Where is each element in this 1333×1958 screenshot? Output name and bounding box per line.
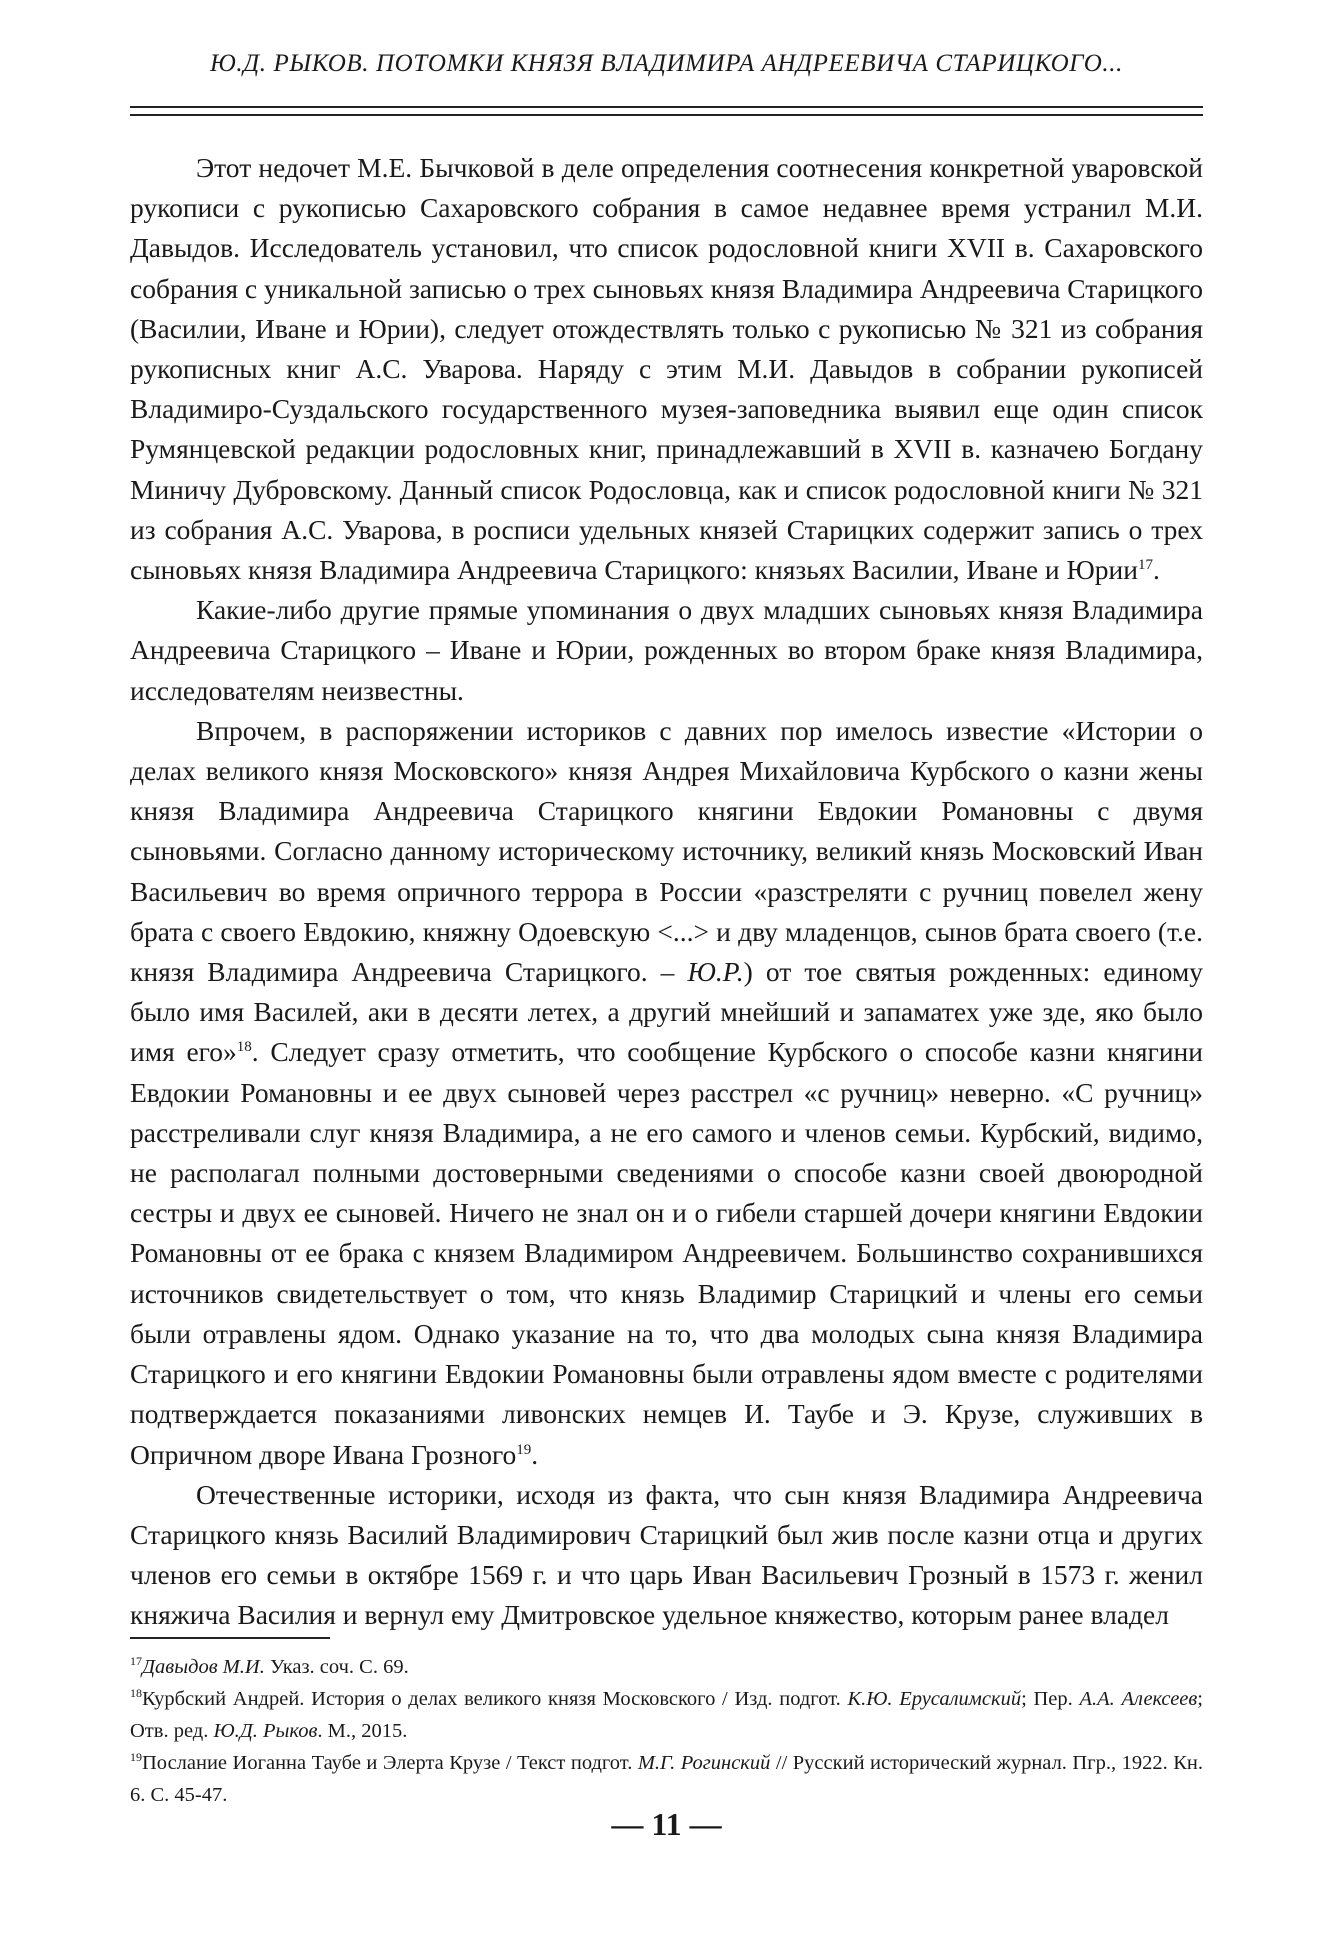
footnote-rule: [130, 1637, 330, 1639]
footnote-ref-17[interactable]: 17: [1137, 556, 1153, 573]
footnote-ref-19[interactable]: 19: [516, 1441, 532, 1458]
running-header: Ю.Д. РЫКОВ. ПОТОМКИ КНЯЗЯ ВЛАДИМИРА АНДРЕЕВИЧА СТАРИЦКОГО...: [210, 50, 1123, 77]
author-initials: Ю.Р.: [687, 956, 744, 988]
paragraph-3: Впрочем, в распоряжении историков с давних пор имелось известие «Истории о делах великого князя Московского» князя Андрея Михайловича Курбского о казни жены князя Владимира Андреевича Старицкого княгини Евдокии Романовны с двумя сыновьями. Согласно данному историческому источнику, великий князь Московский Иван Васильевич во время опричного террора в России «разстреляти с ручниц повелел жену брата с своего Евдокию, княжну Одоевскую <...> и дву младенцов, сынов брата своего (т.е. князя Владимира Андреевича Старицкого. – Ю.Р.) от тое святыя рожденных: единому было имя Василей, аки в десяти летех, а другий мнейший и запаматех уже зде, яко было имя его»$^{18}$. Следует сразу отметить, что сообщение Курбского о способе казни княгини Евдокии Романовны и ее двух сыновей через расстрел «с ручниц» неверно. «С ручниц» расстреливали слуг князя Владимира, а не его самого и членов семьи. Курбский, видимо, не располагал полными достоверными сведениями о способе казни своей двоюродной сестры и двух ее сыновей. Ничего не знал он и о гибели старшей дочери княгини Евдокии Романовны от ее брака с князем Владимиром Андреевичем. Большинство сохранившихся источников свидетельствует о том, что князь Владимир Старицкий и члены его семьи были отравлены ядом. Однако указание на то, что два молодых сына князя Владимира Старицкого и его княгини Евдокии Романовны были отравлены ядом вместе с родителями подтверждается показаниями ливонских немцев И. Таубе и Э. Крузе, служивших в Опричном дворе Ивана Грозного$^{19}$.: [130, 714, 1204, 1470]
header-rule-top: [130, 106, 1203, 108]
paragraph-4: Отечественные историки, исходя из факта, что сын князя Владимира Андреевича Старицкого князь Василий Владимирович Старицкий был жив после казни отца и других членов его семьи в октябре 1569 г. и что царь Иван Васильевич Грозный в 1573 г. женил княжича Василия и вернул ему Дмитровское удельное княжество, которым ранее владел: [130, 1478, 1203, 1631]
header-rule-bottom: [130, 114, 1203, 116]
footnotes: [130, 1651, 1203, 1811]
page-number: — 11 —: [611, 1806, 722, 1842]
footnote-18: $^{18}$Курбский Андрей. История о делах великого князя Московского / Изд. подгот. К.Ю. Ерусалимский; Пер. А.А. Алексеев; Отв. ред. Ю.Д. Рыков. М., 2015.: [130, 1686, 1203, 1742]
footnote-ref-18[interactable]: 18: [236, 1039, 252, 1056]
paragraph-1: Этот недочет М.Е. Бычковой в деле определения соотнесения конкретной уваровской рукописи с рукописью Сахаровского собрания в самое недавнее время устранил М.И. Давыдов. Исследователь установил, что список родословной книги XVII в. Сахаровского собрания с уникальной записью о трех сыновьях князя Владимира Андреевича Старицкого (Василии, Иване и Юрии), следует отождествлять только с рукописью № 321 из собрания рукописных книг А.С. Уварова. Наряду с этим М.И. Давыдов в собрании рукописей Владимиро-Суздальского государственного музея-заповедника выявил еще один список Румянцевской редакции родословных книг, принадлежавший в XVII в. казначею Богдану Миничу Дубровскому. Данный список Родословца, как и список родословной книги № 321 из собрания А.С. Уварова, в росписи удельных князей Старицких содержит запись о трех сыновьях князя Владимира Андреевича Старицкого: князьях Василии, Иване и Юрии$^{17}$.: [130, 152, 1203, 586]
footnote-19: $^{19}$Послание Иоганна Таубе и Элерта Крузе / Текст подгот. М.Г. Рогинский // Русский исторический журнал. Пгр., 1922. Кн. 6. С. 45-47.: [130, 1750, 1204, 1806]
paragraph-2: Какие-либо другие прямые упоминания о двух младших сыновьях князя Владимира Андреевича Старицкого – Иване и Юрии, рожденных во втором браке князя Владимира, исследователям неизвестны.: [130, 594, 1203, 706]
body-text: [130, 148, 1203, 1636]
footnote-17: $^{17}$Давыдов М.И. Указ. соч. С. 69.: [130, 1654, 409, 1678]
